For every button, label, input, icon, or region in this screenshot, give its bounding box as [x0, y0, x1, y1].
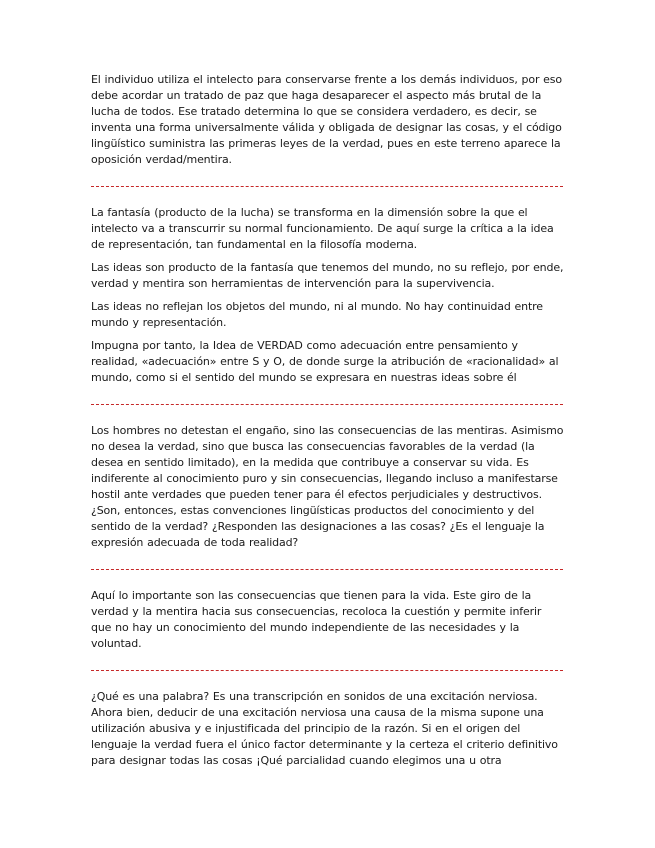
document-body: [91, 72, 565, 769]
paragraph: El individuo utiliza el intelecto para conservarse frente a los demás individuos, por eso debe acordar un tratado de paz que haga desaparecer el aspecto más brutal de la lucha de todos. Ese tratado determina lo que se considera verdadero, es decir, se inventa una forma universalmente válida y obligada de designar las cosas, y el código lingüístico suministra las primeras leyes de la verdad, pues en este terreno aparece la oposición verdad/mentira.: [91, 73, 562, 166]
paragraph: Impugna por tanto, la Idea de VERDAD como adecuación entre pensamiento y realidad, «adecuación» entre S y O, de donde surge la atribución de «racionalidad» al mundo, como si el sentido del mundo se expresara en nuestras ideas sobre él: [91, 339, 559, 384]
paragraph: Los hombres no detestan el engaño, sino las consecuencias de las mentiras. Asimismo no desea la verdad, sino que busca las consecuencias favorables de la verdad (la desea en sentido limitado), en la medida que contribuye a conservar su vida. Es indiferente al conocimiento puro y sin consecuencias, llegando incluso a manifestarse hostil ante verdades que pueden tener para él efectos perjudiciales y destructivos. ¿Son, entonces, estas convenciones lingüísticas productos del conocimiento y del sentido de la verdad? ¿Responden las designaciones a las cosas? ¿Es el lenguaje la expresión adecuada de toda realidad?: [91, 424, 564, 549]
paragraph: ¿Qué es una palabra? Es una transcripción en sonidos de una excitación nerviosa. Ahora bien, deducir de una excitación nerviosa una causa de la misma supone una utilización abusiva y e injustificada del principio de la razón. Si en el origen del lenguaje la verdad fuera el único factor determinante y la certeza el criterio definitivo para designar todas las cosas ¡Qué parcialidad cuando elegimos una u otra: [91, 690, 558, 767]
section-4: [91, 588, 565, 652]
paragraph: Aquí lo importante son las consecuencias que tienen para la vida. Este giro de la verdad y la mentira hacia sus consecuencias, recoloca la cuestión y permite inferir que no hay un conocimiento del mundo independiente de las necesidades y la voluntad.: [91, 589, 542, 650]
section-3: [91, 423, 565, 551]
section-5: [91, 689, 565, 769]
section-separator: [91, 186, 563, 187]
section-1: [91, 72, 565, 168]
section-separator: [91, 670, 563, 671]
section-separator: [91, 569, 563, 570]
section-2: [91, 205, 565, 386]
paragraph: La fantasía (producto de la lucha) se transforma en la dimensión sobre la que el intelecto va a transcurrir su normal funcionamiento. De aquí surge la crítica a la idea de representación, tan fundamental en la filosofía moderna.: [91, 206, 554, 251]
paragraph: Las ideas no reflejan los objetos del mundo, ni al mundo. No hay continuidad entre mundo y representación.: [91, 300, 543, 329]
section-separator: [91, 404, 563, 405]
paragraph: Las ideas son producto de la fantasía que tenemos del mundo, no su reflejo, por ende, verdad y mentira son herramientas de intervención para la supervivencia.: [91, 261, 564, 290]
